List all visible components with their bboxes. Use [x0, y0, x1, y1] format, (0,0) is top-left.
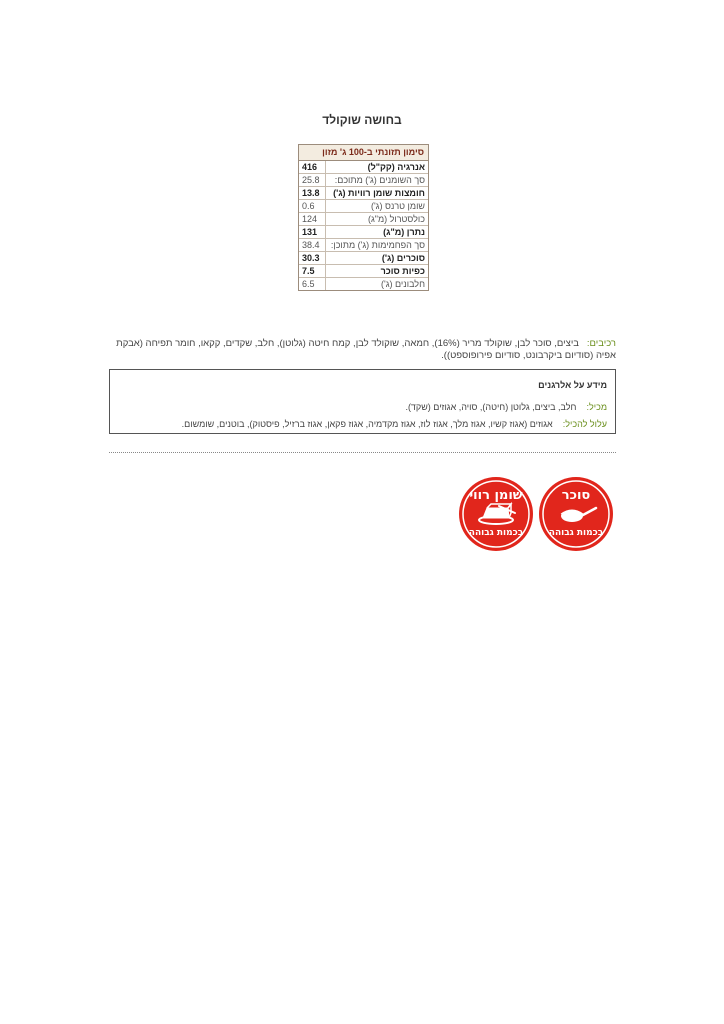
- nutrition-rows: [299, 161, 428, 290]
- allergen-contains-label: מכיל:: [586, 402, 607, 412]
- nutrition-value: 13.8: [299, 187, 326, 200]
- nutrition-row: [299, 161, 428, 174]
- nutrition-row: [299, 187, 428, 200]
- sugar-badge-top-text: סוכר: [561, 488, 591, 503]
- nutrition-value: 30.3: [299, 252, 326, 265]
- nutrition-value: 124: [299, 213, 326, 226]
- nutrition-row: [299, 200, 428, 213]
- allergen-contains-text: חלב, ביצים, גלוטן (חיטה), סויה, אגוזים (שקד).: [405, 402, 577, 412]
- allergen-contains: [405, 402, 607, 412]
- high-saturated-fat-badge: [458, 476, 534, 552]
- nutrition-value: 131: [299, 226, 326, 239]
- fat-badge-top-text: שומן רווי: [469, 488, 523, 503]
- allergen-title: מידע על אלרגנים: [538, 380, 607, 390]
- nutrition-label: אנרגיה (קק"ל): [326, 161, 429, 174]
- ingredients-text: ביצים, סוכר לבן, שוקולד מריר (16%), חמאה, שוקולד לבן, קמח חיטה (גלוטן), חלב, שקדים, קקאו, חומר תפיחה (אבקת אפיה (סודיום ביקרבונט, סודיום פירופוספט)).: [116, 338, 616, 361]
- nutrition-table: [298, 144, 429, 291]
- nutrition-row: [299, 252, 428, 265]
- high-sugar-badge: [538, 476, 614, 552]
- nutrition-value: 7.5: [299, 265, 326, 278]
- nutrition-row: [299, 226, 428, 239]
- nutrition-label: סוכרים (ג'): [326, 252, 429, 265]
- nutrition-value: 0.6: [299, 200, 326, 213]
- product-title: בחושה שוקולד: [322, 113, 402, 127]
- allergen-may-contain: [182, 419, 607, 429]
- nutrition-label: חלבונים (ג'): [326, 278, 429, 291]
- nutrition-row: [299, 174, 428, 187]
- sugar-badge-bottom-text: בכמות גבוהה: [548, 528, 604, 538]
- fat-badge-bottom-text: בכמות גבוהה: [468, 528, 524, 538]
- nutrition-label: כולסטרול (מ"ג): [326, 213, 429, 226]
- dotted-divider: [109, 452, 616, 453]
- nutrition-label: חומצות שומן רוויות (ג'): [326, 187, 429, 200]
- nutrition-label: סך השומנים (ג') מתוכם:: [326, 174, 429, 187]
- nutrition-row: [299, 265, 428, 278]
- nutrition-label: נתרן (מ"ג): [326, 226, 429, 239]
- nutrition-label: שומן טרנס (ג'): [326, 200, 429, 213]
- nutrition-row: [299, 213, 428, 226]
- nutrition-value: 25.8: [299, 174, 326, 187]
- ingredients: [110, 338, 616, 362]
- allergen-box: [109, 369, 616, 434]
- nutrition-value: 6.5: [302, 279, 315, 289]
- allergen-may-contain-label: עלול להכיל:: [562, 419, 607, 429]
- nutrition-row: [299, 278, 428, 291]
- nutrition-row: [299, 239, 428, 252]
- nutrition-header: סימון תזונתי ב-100 ג' מזון: [299, 145, 428, 161]
- nutrition-label: סך הפחמימות (ג') מתוכן:: [326, 239, 429, 252]
- nutrition-value: 38.4: [299, 239, 326, 252]
- nutrition-label: כפיות סוכר: [326, 265, 429, 278]
- allergen-may-contain-text: אגוזים (אגוז קשיו, אגוז מלך, אגוז לוז, אגוז מקדמיה, אגוז פקאן, אגוז ברזיל, פיסטוק), בוטנים, שומשום.: [181, 419, 553, 429]
- ingredients-label: רכיבים:: [586, 338, 616, 349]
- nutrition-value: 416: [299, 161, 326, 174]
